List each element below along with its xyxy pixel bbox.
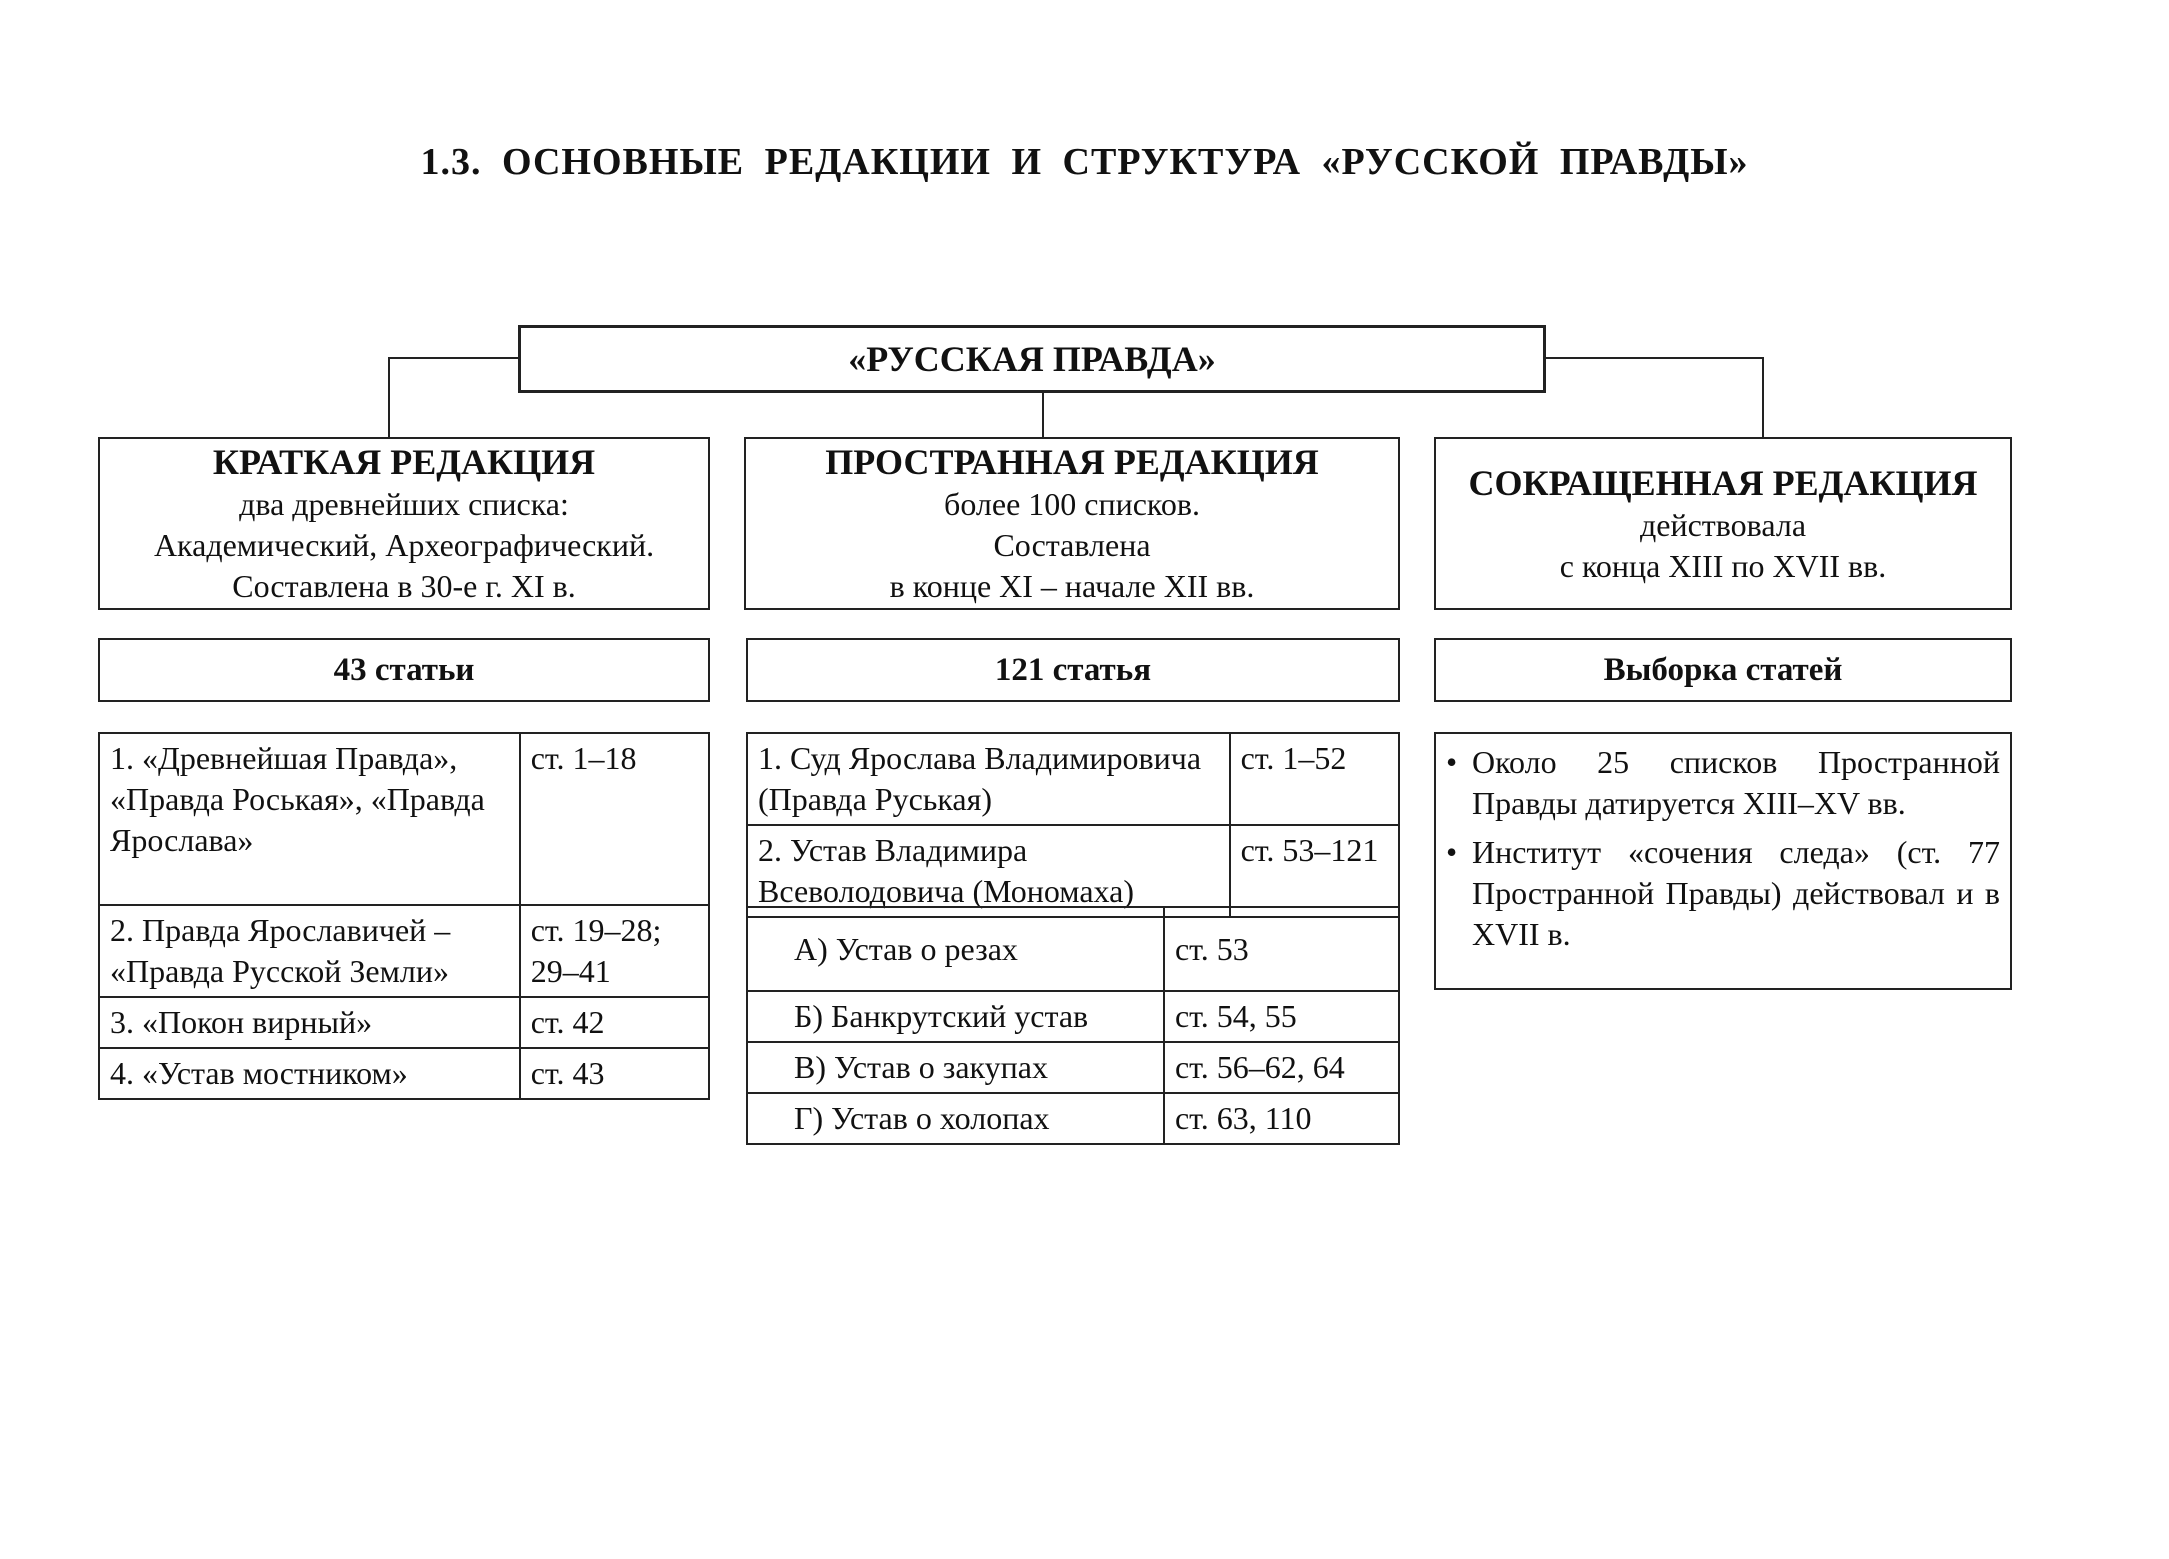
part-cell: 3. «Покон вирный»	[99, 997, 520, 1048]
edition-extended-line: Составлена	[993, 527, 1151, 563]
note-text: Около 25 списков Пространной Правды датируется XIII–XV вв.	[1472, 744, 2000, 821]
edition-short-name: КРАТКАЯ РЕДАКЦИЯ	[212, 442, 596, 482]
list-item	[1446, 742, 2000, 824]
table-row	[747, 991, 1399, 1042]
edition-abridged-name: СОКРАЩЕННАЯ РЕДАКЦИЯ	[1468, 462, 1978, 503]
edition-extended-line: в конце XI – начале XII вв.	[889, 568, 1255, 604]
edition-abridged-line: с конца XIII по XVII вв.	[1559, 547, 1887, 584]
connector-left-h	[388, 357, 518, 359]
edition-abridged	[1434, 437, 2012, 610]
extended-substructure-table	[746, 906, 1400, 1145]
articles-cell: ст. 54, 55	[1164, 991, 1399, 1042]
edition-short-line: Академический, Археографический.	[153, 527, 655, 563]
bullet-icon: •	[1446, 744, 1458, 780]
root-label: «РУССКАЯ ПРАВДА»	[848, 339, 1216, 379]
part-cell: А) Устав о резах	[747, 907, 1164, 991]
part-cell: 4. «Устав мостником»	[99, 1048, 520, 1099]
extended-structure-table	[746, 732, 1400, 918]
articles-cell: ст. 1–18	[520, 733, 709, 905]
articles-cell: ст. 63, 110	[1164, 1093, 1399, 1144]
articles-cell: ст. 56–62, 64	[1164, 1042, 1399, 1093]
part-cell: Г) Устав о холопах	[747, 1093, 1164, 1144]
articles-cell: ст. 19–28; 29–41	[520, 905, 709, 997]
table-row	[99, 905, 709, 997]
part-cell: В) Устав о закупах	[747, 1042, 1164, 1093]
short-structure-table	[98, 732, 710, 1100]
count-extended	[746, 638, 1400, 702]
table-row	[747, 733, 1399, 825]
edition-short-line: Составлена в 30-е г. XI в.	[232, 568, 576, 604]
count-extended-label: 121 статья	[994, 651, 1152, 688]
table-row	[747, 1093, 1399, 1144]
table-row	[99, 997, 709, 1048]
table-row	[747, 825, 1399, 917]
edition-extended-line: более 100 списков.	[944, 486, 1200, 522]
page-title: 1.3. ОСНОВНЫЕ РЕДАКЦИИ И СТРУКТУРА «РУССКОЙ ПРАВДЫ»	[420, 141, 1749, 183]
count-short	[98, 638, 710, 702]
root-node	[518, 325, 1546, 393]
note-text: Институт «сочения следа» (ст. 77 Пространной Правды) действовал и в XVII в.	[1472, 834, 2000, 952]
part-cell: 1. «Древнейшая Правда», «Правда Роськая», «Правда Ярослава»	[99, 733, 520, 905]
count-abridged-label: Выборка статей	[1603, 651, 1843, 688]
articles-cell: ст. 1–52	[1230, 733, 1399, 825]
edition-extended-name: ПРОСТРАННАЯ РЕДАКЦИЯ	[825, 442, 1319, 482]
part-cell: 2. Правда Ярославичей – «Правда Русской Земли»	[99, 905, 520, 997]
articles-cell: ст. 42	[520, 997, 709, 1048]
part-cell: 1. Суд Ярослава Владимировича (Правда Руськая)	[747, 733, 1230, 825]
articles-cell: ст. 53–121	[1230, 825, 1399, 917]
connector-right-h	[1546, 357, 1762, 359]
count-abridged	[1434, 638, 2012, 702]
list-item	[1446, 832, 2000, 955]
part-cell: Б) Банкрутский устав	[747, 991, 1164, 1042]
abridged-notes	[1434, 732, 2012, 990]
articles-cell: ст. 53	[1164, 907, 1399, 991]
connector-center-v	[1042, 393, 1044, 437]
table-row	[99, 733, 709, 905]
table-row	[747, 907, 1399, 991]
edition-short-line: два древнейших списка:	[239, 486, 569, 522]
table-row	[747, 1042, 1399, 1093]
count-short-label: 43 статьи	[333, 651, 475, 688]
bullet-icon: •	[1446, 834, 1458, 870]
part-cell: 2. Устав Владимира Всеволодовича (Мономаха)	[747, 825, 1230, 917]
edition-short	[98, 437, 710, 610]
connector-right-v	[1762, 357, 1764, 437]
connector-left-v	[388, 357, 390, 437]
table-row	[99, 1048, 709, 1099]
edition-abridged-line: действовала	[1639, 506, 1807, 543]
edition-extended	[744, 437, 1400, 610]
articles-cell: ст. 43	[520, 1048, 709, 1099]
